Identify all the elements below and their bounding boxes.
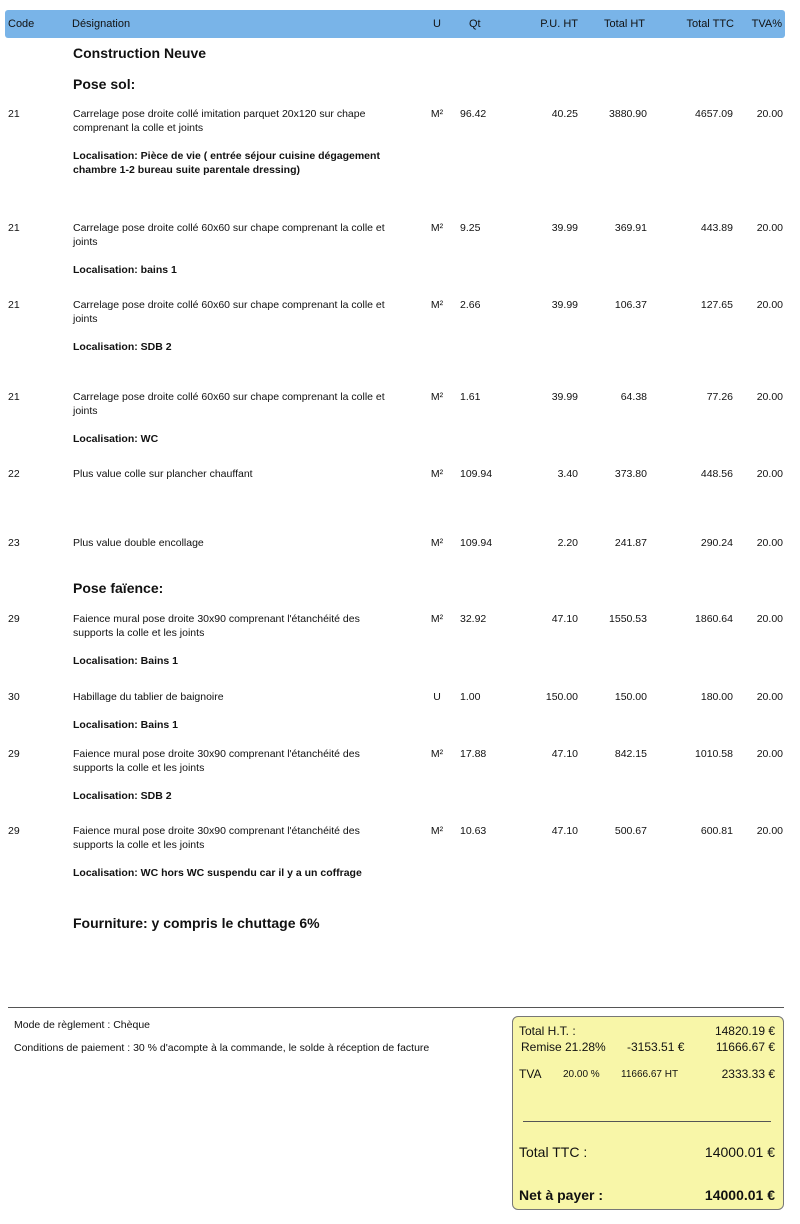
row-unit-price: 39.99 xyxy=(551,299,578,311)
row-quantity: 109.94 xyxy=(460,468,493,480)
row-total-ht: 373.80 xyxy=(614,468,647,480)
row-code: 21 xyxy=(8,299,20,311)
row-code: 29 xyxy=(8,825,20,837)
row-tva: 20.00 xyxy=(756,825,783,837)
location-note: Localisation: WC xyxy=(73,433,159,445)
row-total-ht: 64.38 xyxy=(620,391,647,403)
total-ht-label: Total H.T. : xyxy=(519,1024,576,1038)
section-pose-faience: Pose faïence: xyxy=(73,580,164,596)
location-note: Localisation: SDB 2 xyxy=(73,341,172,353)
footer-divider xyxy=(8,1007,784,1008)
row-quantity: 1.00 xyxy=(460,691,481,703)
row-total-ttc: 1010.58 xyxy=(695,748,733,760)
header-code: Code xyxy=(8,18,35,30)
row-code: 21 xyxy=(8,222,20,234)
row-total-ht: 150.00 xyxy=(614,691,647,703)
row-total-ttc: 290.24 xyxy=(700,537,733,549)
row-description: Carrelage pose droite collé 60x60 sur chape comprenant la colle et joints xyxy=(73,222,385,248)
tva-value: 2333.33 € xyxy=(721,1067,775,1081)
row-total-ttc: 77.26 xyxy=(706,391,733,403)
tva-base: 11666.67 HT xyxy=(621,1069,679,1080)
row-quantity: 96.42 xyxy=(460,108,487,120)
location-note: Localisation: Pièce de vie ( entrée séjour cuisine dégagement chambre 1-2 bureau suite parentale dressing) xyxy=(73,150,380,176)
tva-rate: 20.00 % xyxy=(563,1069,600,1080)
row-unit-price: 150.00 xyxy=(545,691,578,703)
row-quantity: 32.92 xyxy=(460,613,487,625)
row-quantity: 9.25 xyxy=(460,222,481,234)
row-unit: M² xyxy=(430,825,444,837)
row-total-ht: 842.15 xyxy=(614,748,647,760)
location-note: Localisation: bains 1 xyxy=(73,264,177,276)
row-tva: 20.00 xyxy=(756,537,783,549)
row-unit: U xyxy=(433,691,441,703)
row-tva: 20.00 xyxy=(756,748,783,760)
row-tva: 20.00 xyxy=(756,468,783,480)
row-quantity: 1.61 xyxy=(460,391,481,403)
row-unit: M² xyxy=(430,299,444,311)
row-tva: 20.00 xyxy=(756,613,783,625)
payment-terms: Conditions de paiement : 30 % d'acompte à la commande, le solde à réception de facture xyxy=(14,1042,430,1054)
row-quantity: 109.94 xyxy=(460,537,493,549)
row-tva: 20.00 xyxy=(756,222,783,234)
discounted-total: 11666.67 € xyxy=(715,1040,775,1054)
row-code: 29 xyxy=(8,748,20,760)
row-total-ttc: 4657.09 xyxy=(695,108,733,120)
row-total-ttc: 448.56 xyxy=(700,468,733,480)
row-total-ttc: 1860.64 xyxy=(695,613,733,625)
section-construction: Construction Neuve xyxy=(73,45,207,61)
row-total-ht: 106.37 xyxy=(614,299,647,311)
row-unit: M² xyxy=(430,468,444,480)
total-ht-value: 14820.19 € xyxy=(714,1024,775,1038)
location-note: Localisation: Bains 1 xyxy=(73,719,179,731)
row-total-ht: 369.91 xyxy=(614,222,647,234)
row-quantity: 2.66 xyxy=(460,299,481,311)
row-tva: 20.00 xyxy=(756,108,783,120)
row-code: 30 xyxy=(8,691,20,703)
row-quantity: 17.88 xyxy=(460,748,487,760)
row-unit: M² xyxy=(430,537,444,549)
total-ttc-value: 14000.01 € xyxy=(704,1144,775,1160)
row-description: Habillage du tablier de baignoire xyxy=(73,691,224,703)
row-total-ht: 241.87 xyxy=(614,537,647,549)
location-note: Localisation: Bains 1 xyxy=(73,655,179,667)
totals-box xyxy=(512,1016,784,1210)
row-code: 21 xyxy=(8,391,20,403)
location-note: Localisation: SDB 2 xyxy=(73,790,172,802)
row-unit: M² xyxy=(430,613,444,625)
discount-label: Remise 21.28% xyxy=(521,1040,606,1054)
header-quantity: Qt xyxy=(469,18,481,30)
row-description: Plus value colle sur plancher chauffant xyxy=(73,468,253,480)
row-description: Carrelage pose droite collé imitation parquet 20x120 sur chape comprenant la colle et joints xyxy=(73,108,366,134)
row-unit-price: 47.10 xyxy=(551,825,578,837)
row-code: 21 xyxy=(8,108,20,120)
row-unit-price: 3.40 xyxy=(557,468,578,480)
discount-amount: -3153.51 € xyxy=(627,1040,685,1054)
row-unit: M² xyxy=(430,108,444,120)
row-total-ttc: 180.00 xyxy=(700,691,733,703)
total-ttc-label: Total TTC : xyxy=(519,1144,588,1160)
row-total-ht: 1550.53 xyxy=(609,613,647,625)
row-tva: 20.00 xyxy=(756,391,783,403)
row-unit: M² xyxy=(430,748,444,760)
header-total-ht: Total HT xyxy=(604,18,645,30)
row-description: Plus value double encollage xyxy=(73,537,204,549)
row-quantity: 10.63 xyxy=(460,825,487,837)
header-tva: TVA% xyxy=(751,18,782,30)
net-to-pay-value: 14000.01 € xyxy=(704,1187,775,1203)
tva-label: TVA xyxy=(519,1067,542,1081)
row-unit-price: 40.25 xyxy=(551,108,578,120)
header-total-ttc: Total TTC xyxy=(686,18,734,30)
row-tva: 20.00 xyxy=(756,299,783,311)
row-description: Faience mural pose droite 30x90 comprenant l'étanchéité des supports la colle et les joints xyxy=(73,825,360,851)
row-unit: M² xyxy=(430,391,444,403)
section-fourniture: Fourniture: y compris le chuttage 6% xyxy=(73,915,320,931)
net-to-pay-label: Net à payer : xyxy=(519,1187,604,1203)
row-description: Carrelage pose droite collé 60x60 sur chape comprenant la colle et joints xyxy=(73,391,385,417)
row-unit-price: 47.10 xyxy=(551,613,578,625)
row-description: Carrelage pose droite collé 60x60 sur chape comprenant la colle et joints xyxy=(73,299,385,325)
header-unit: U xyxy=(433,18,441,30)
table-header xyxy=(5,10,785,38)
header-unit-price: P.U. HT xyxy=(540,18,578,30)
header-designation: Désignation xyxy=(72,18,131,30)
row-total-ttc: 127.65 xyxy=(700,299,733,311)
row-description: Faience mural pose droite 30x90 comprenant l'étanchéité des supports la colle et les joints xyxy=(73,613,360,639)
row-code: 22 xyxy=(8,468,20,480)
location-note: Localisation: WC hors WC suspendu car il y a un coffrage xyxy=(73,867,362,879)
totals-divider xyxy=(523,1121,771,1122)
row-unit-price: 39.99 xyxy=(551,391,578,403)
row-unit: M² xyxy=(430,222,444,234)
row-total-ht: 3880.90 xyxy=(609,108,647,120)
row-code: 29 xyxy=(8,613,20,625)
payment-mode: Mode de règlement : Chèque xyxy=(14,1019,151,1031)
row-total-ttc: 600.81 xyxy=(700,825,733,837)
row-description: Faience mural pose droite 30x90 comprenant l'étanchéité des supports la colle et les joints xyxy=(73,748,360,774)
row-code: 23 xyxy=(8,537,20,549)
row-unit-price: 47.10 xyxy=(551,748,578,760)
row-tva: 20.00 xyxy=(756,691,783,703)
row-unit-price: 2.20 xyxy=(557,537,578,549)
row-unit-price: 39.99 xyxy=(551,222,578,234)
section-pose-sol: Pose sol: xyxy=(73,76,136,92)
row-total-ttc: 443.89 xyxy=(700,222,733,234)
row-total-ht: 500.67 xyxy=(614,825,647,837)
